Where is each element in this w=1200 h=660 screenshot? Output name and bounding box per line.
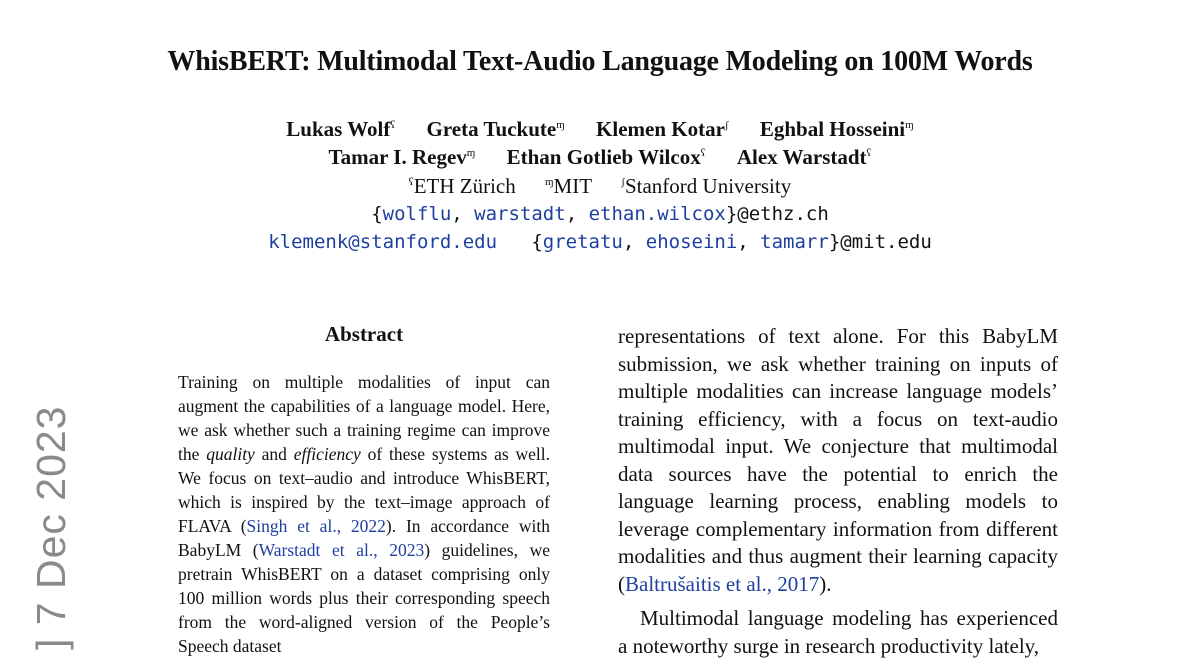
citation-link-baltrusaitis[interactable]: Baltrušaitis et al., 2017	[625, 571, 820, 596]
abstract-heading: Abstract	[324, 322, 404, 346]
affiliation-mark: ʃ	[724, 119, 729, 131]
affiliation-mark: ʕ	[866, 147, 872, 159]
right-column-body	[618, 323, 1058, 660]
author-klemen-kotar: Klemen Kotar$^ʃ$	[596, 117, 729, 141]
affiliation-stanford: $^ʃ$Stanford University	[621, 174, 792, 198]
abstract-text: Training on multiple modalities of input can augment the capabilities of a language model. Here, we ask whether such a training regime can improve the quality and efficiency of these systems as well. We focus on text–audio and introduce WhisBERT, which is inspired by the text–image approach of FLAVA (Singh et al., 2022). In accordance with BabyLM (Warstadt et al., 2023) guidelines, we pretrain WhisBERT on a dataset comprising only 100 million words plus their corresponding speech from the word-aligned version of the People’s Speech dataset	[178, 372, 550, 656]
email-line-stanford-mit: klemenk@stanford.edu {gretatu, ehoseini, tamarr}@mit.edu	[268, 231, 932, 253]
email-line-ethz: {wolflu, warstadt, ethan.wilcox}@ethz.ch	[371, 203, 829, 225]
affiliation-mark: ɱ	[556, 119, 565, 131]
author-lukas-wolf: Lukas Wolf$^ʕ$	[286, 117, 396, 141]
affiliation-mark: ʕ	[700, 147, 706, 159]
email-link-ethan-wilcox[interactable]: ethan.wilcox	[588, 203, 726, 225]
author-list-row-2	[0, 145, 1200, 170]
citation-link-singh[interactable]: Singh et al., 2022	[246, 516, 386, 536]
author-tamar-regev: Tamar I. Regev$^ɱ$	[328, 145, 476, 169]
author-greta-tuckute: Greta Tuckute$^ɱ$	[426, 117, 565, 141]
affiliation-mark: ʕ	[390, 119, 396, 131]
author-list-row-1	[0, 117, 1200, 142]
paragraph: representations of text alone. For this BabyLM submission, we ask whether training on inputs of multiple modalities can increase language models’ training efficiency, with a focus on text-audio multimodal input. We conjecture that multimodal data sources have the potential to enrich the language learning process, enabling models to leverage complementary information from different modalities and thus augment their learning capacity (Baltrušaitis et al., 2017).	[618, 324, 1058, 596]
email-link-gretatu[interactable]: gretatu	[542, 231, 623, 253]
author-eghbal-hosseini: Eghbal Hosseini$^ɱ$	[759, 117, 914, 141]
email-link-ehoseini[interactable]: ehoseini	[645, 231, 738, 253]
paragraph: Multimodal language modeling has experienced a noteworthy surge in research productivity lately,	[618, 606, 1058, 658]
email-link-wolflu[interactable]: wolflu	[382, 203, 452, 225]
arxiv-date-stamp: ] 7 Dec 2023	[28, 405, 74, 650]
paper-title: WhisBERT: Multimodal Text-Audio Language Modeling on 100M Words	[167, 46, 1033, 77]
email-link-warstadt[interactable]: warstadt	[474, 203, 566, 225]
affiliations	[0, 174, 1200, 199]
email-link-tamarr[interactable]: tamarr	[760, 231, 829, 253]
affiliation-mark: ɱ	[905, 119, 914, 131]
affiliation-eth: $^ʕ$ETH Zürich	[408, 174, 516, 198]
email-link-klemenk[interactable]: klemenk@stanford.edu	[268, 231, 498, 253]
affiliation-mit: $^ɱ$MIT	[544, 174, 593, 198]
author-ethan-wilcox: Ethan Gotlieb Wilcox$^ʕ$	[506, 145, 706, 169]
author-alex-warstadt: Alex Warstadt$^ʕ$	[736, 145, 872, 169]
affiliation-mark: ɱ	[466, 147, 476, 159]
citation-link-warstadt[interactable]: Warstadt et al., 2023	[258, 540, 425, 560]
